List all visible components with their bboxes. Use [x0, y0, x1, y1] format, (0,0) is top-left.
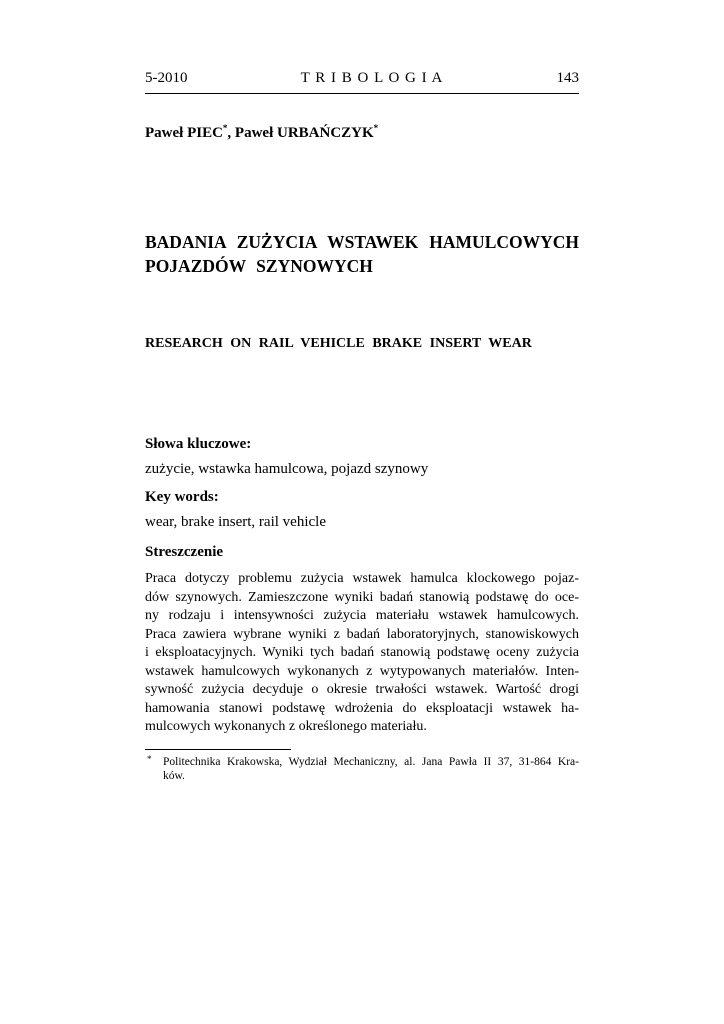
abstract-line: wstawek hamulcowych wykonanych z wytypowanych materiałów. Inten-	[145, 663, 579, 679]
footnote-separator	[145, 749, 291, 750]
footnote-line: ków.	[163, 769, 185, 782]
abstract-line: dów szynowych. Zamieszczone wyniki badań stanowią podstawę do oce-	[145, 589, 579, 605]
page-header	[145, 70, 579, 94]
abstract-line: sywność zużycia decyduje o okresie trwałości wstawek. Wartość drogi	[145, 682, 579, 697]
abstract-heading: Streszczenie	[145, 544, 224, 560]
abstract-line: hamowania stanowi podstawę wdrożenia do eksploatacji wstawek ha-	[145, 700, 579, 716]
article-title-line-2: POJAZDÓW SZYNOWYCH	[145, 256, 373, 276]
abstract-line: Praca dotyczy problemu zużycia wstawek hamulca klockowego pojaz-	[145, 571, 579, 586]
footnote	[145, 755, 579, 783]
abstract-line: mulcowych wykonanych z określonego materiału.	[145, 719, 427, 734]
english-title: RESEARCH ON RAIL VEHICLE BRAKE INSERT WEAR	[145, 336, 532, 351]
author-2-footnote-marker: *	[373, 123, 379, 133]
article-title	[145, 230, 579, 278]
issue-number: 5-2010	[145, 70, 188, 86]
keywords-pl-label: Słowa kluczowe:	[145, 436, 252, 452]
abstract-line: Praca zawiera wybrane wyniki z badań laboratoryjnych, stanowiskowych	[145, 626, 579, 642]
author-1-footnote-marker: *	[222, 123, 228, 133]
keywords-pl-value: zużycie, wstawka hamulcowa, pojazd szynowy	[145, 461, 429, 477]
page-number: 143	[556, 70, 579, 86]
page-content	[145, 70, 579, 783]
footnote-line: Politechnika Krakowska, Wydział Mechaniczny, al. Jana Pawła II 37, 31-864 Kra-	[163, 755, 579, 768]
authors-line	[145, 123, 579, 142]
abstract-line: ny rodzaju i intensywności zużycia materiału wstawek hamulcowych.	[145, 608, 579, 623]
keywords-en-label: Key words:	[145, 489, 219, 505]
abstract-line: i eksploatacyjnych. Wyniki tych badań stanowią podstawę oceny zużycia	[145, 645, 579, 660]
article-title-line-1: BADANIA ZUŻYCIA WSTAWEK HAMULCOWYCH	[145, 232, 579, 252]
footnote-marker: *	[147, 753, 152, 764]
abstract-text	[145, 570, 579, 737]
author-1: Paweł PIEC	[145, 125, 223, 141]
author-2: , Paweł URBAŃCZYK	[227, 125, 374, 141]
journal-title: T R I B O L O G I A	[300, 70, 444, 86]
keywords-en-value: wear, brake insert, rail vehicle	[145, 514, 326, 530]
